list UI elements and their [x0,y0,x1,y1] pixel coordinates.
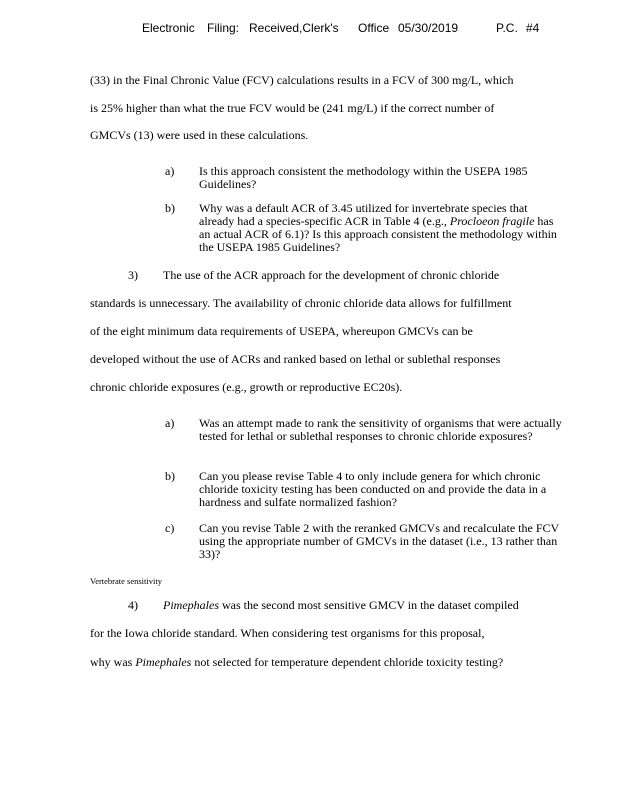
header-office: Office [358,21,390,35]
q3-b-text: Can you please revise Table 4 to only include genera for which chronic chloride toxicity testing has been conducted on and provide the data in a hardness and sulfate normalized fashion? [199,469,547,509]
q-b-label: b) [165,201,175,215]
q3-a-label: a) [165,416,175,430]
q-b-text [199,202,564,254]
item4-line1 [163,598,519,612]
q3-c-text: Can you revise Table 2 with the reranked GMCVs and recalculate the FCV using the appropriate number of GMCVs in the dataset (i.e., 13 rather than 33)? [199,521,559,561]
header-pc: P.C. [496,21,518,35]
header-filing: Filing: [207,21,240,35]
header-pc-number: #4 [526,21,540,35]
item4-line3 [90,655,503,669]
header-electronic: Electronic [142,21,195,35]
header-received: Received,Clerk's [249,21,339,35]
item4-line3-pre: why was [90,655,136,669]
item4-line1-rest: was the second most sensitive GMCV in the dataset compiled [219,598,519,612]
item3-line4: developed without the use of ACRs and ranked based on lethal or sublethal responses [90,352,501,366]
item3-line3: of the eight minimum data requirements of USEPA, whereupon GMCVs can be [90,324,473,338]
q-b-text-species: Procloeon fragile [449,214,535,228]
section-heading: Vertebrate sensitivity [90,576,162,586]
para1-line3: GMCVs (13) were used in these calculations. [90,128,309,142]
header-date: 05/30/2019 [398,21,459,35]
item3-line1: The use of the ACR approach for the development of chronic chloride [163,268,500,282]
q-b-text-pre: Why was a default ACR of 3.45 utilized for invertebrate species that already had a species-specific ACR in Table 4 (e.g., [199,201,528,228]
item4-genus: Pimephales [163,598,219,612]
q3-c-label: c) [165,521,175,535]
item4-line3-post: not selected for temperature dependent chloride toxicity testing? [191,655,504,669]
para1-line2: is 25% higher than what the true FCV would be (241 mg/L) if the correct number of [90,101,495,115]
item4-number: 4) [128,598,138,612]
item3-line2: standards is unnecessary. The availability of chronic chloride data allows for fulfillment [90,296,512,310]
item3-line5: chronic chloride exposures (e.g., growth or reproductive EC20s). [90,380,403,394]
para1-line1: (33) in the Final Chronic Value (FCV) calculations results in a FCV of 300 mg/L, which [90,73,514,87]
item4-line2: for the Iowa chloride standard. When considering test organisms for this proposal, [90,626,485,640]
q3-a-text: Was an attempt made to rank the sensitivity of organisms that were actually tested for lethal or sublethal responses to chronic chloride exposures? [199,416,562,443]
item3-number: 3) [128,268,138,282]
q-a-text: Is this approach consistent the methodology within the USEPA 1985 Guidelines? [199,164,528,191]
q-a-label: a) [165,164,175,178]
item4-line3-genus: Pimephales [135,655,192,669]
q-b-text-post: has an actual ACR of 6.1)? Is this approach consistent the methodology within the USEPA 1985 Guidelines? [199,214,557,254]
q3-b-label: b) [165,469,175,483]
